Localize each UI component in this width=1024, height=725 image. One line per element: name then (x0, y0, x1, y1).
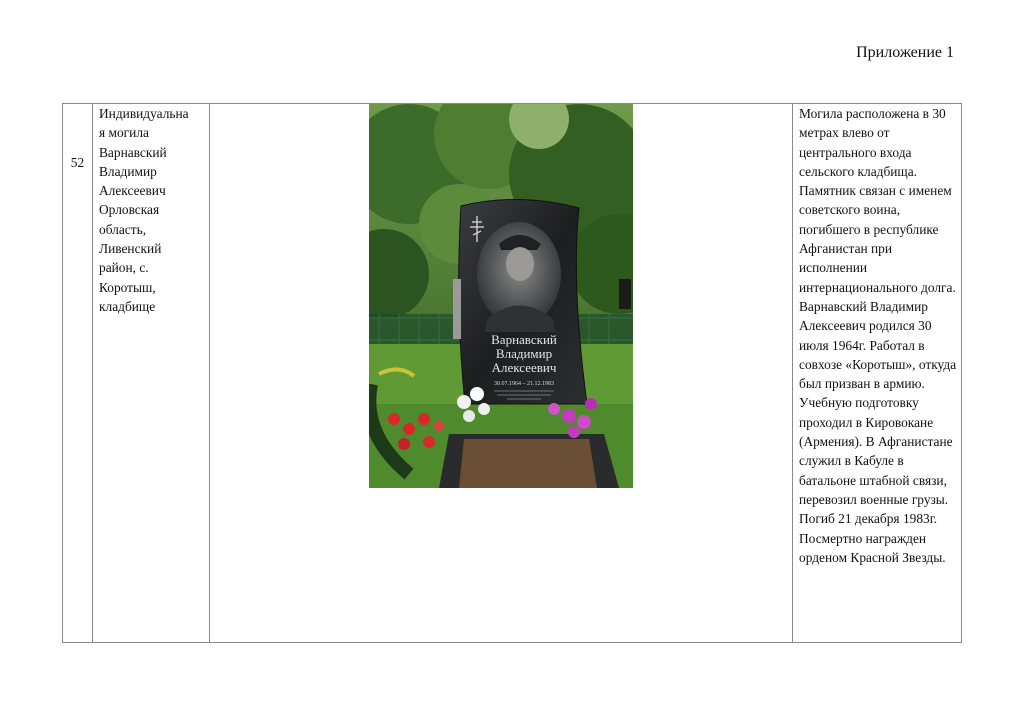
grave-name-line: район, с. (99, 260, 149, 276)
grave-name-line: Ливенский (99, 241, 162, 257)
monument-surname: Варнавский (491, 332, 557, 347)
grave-name-line: Варнавский (99, 144, 167, 160)
monument-firstname: Владимир (495, 346, 553, 361)
row-number: 52 (70, 155, 85, 170)
grave-name (93, 104, 209, 316)
description-cell (793, 104, 962, 643)
grave-name-line: Алексеевич (99, 183, 166, 199)
grave-name-line: Индивидуальна (99, 106, 189, 121)
memorial-table (62, 103, 962, 643)
row-number-cell (63, 104, 93, 643)
grave-description: Могила расположена в 30 метрах влево от центрального входа сельского кладбища. Памятник связан с именем советского воина, погибшего в республике Афганистан при исполнении интернационального долга. Варнавский Владимир Алексеевич родился 30 июля 1964г. Работал в совхозе «Коротыш», откуда был призван в армию. Учебную подготовку проходил в Кировокане (Армения). В Афганистане служил в Кабуле в батальоне штабной связи, перевозил военные грузы. Погиб 21 декабря 1983г. Посмертно награжден орденом Красной Звезды. (799, 106, 957, 565)
grave-name-line: я могила (99, 125, 149, 141)
grave-name-line: Коротыш, (99, 279, 156, 295)
appendix-label: Приложение 1 (856, 44, 954, 61)
photo-cell (210, 104, 793, 643)
grave-name-line: область, (99, 221, 147, 237)
grave-name-line: Орловская (99, 202, 160, 218)
monument-dates: 30.07.1964 – 21.12.1983 (494, 381, 554, 387)
grave-name-line: Владимир (99, 163, 157, 179)
grave-name-line: кладбище (99, 298, 156, 314)
monument-photo (210, 104, 792, 642)
grave-name-cell (93, 104, 210, 643)
monument-patronymic: Алексеевич (491, 360, 557, 375)
table-row (63, 104, 962, 643)
